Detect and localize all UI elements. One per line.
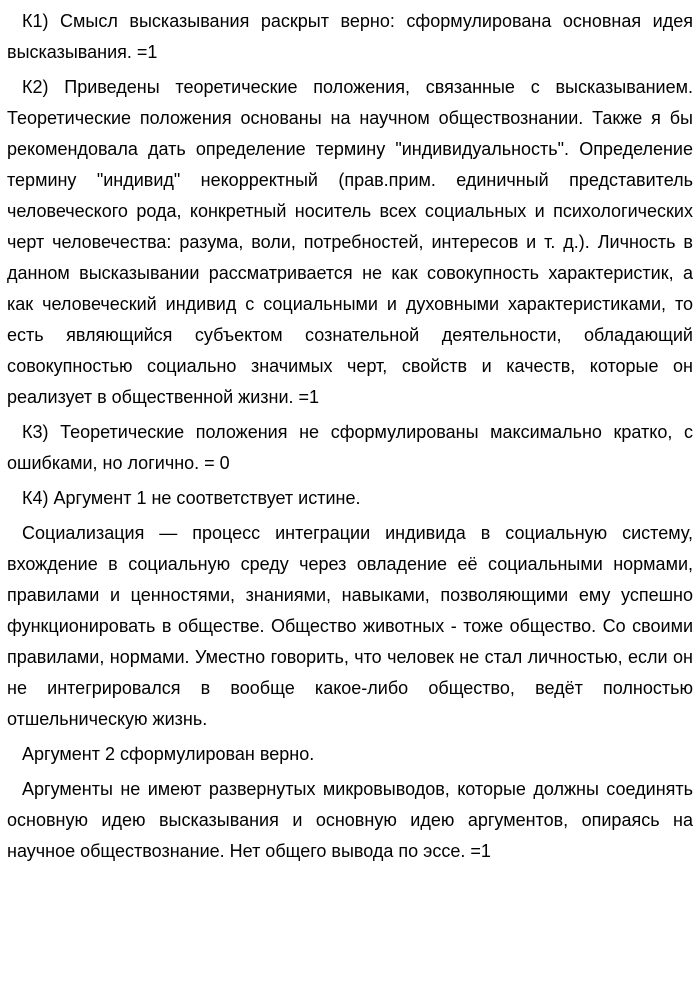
paragraph-k2: К2) Приведены теоретические положения, связанные с высказыванием. Теоретические положения основаны на научном обществознании. Также я бы рекомендовала дать определение термину "индивидуальность". Определение термину "индивид" некорректный (прав.прим. единичный представитель человеческого рода, конкретный носитель всех социальных и психологических черт человечества: разума, воли, потребностей, интересов и т. д.). Личность в данном высказывании рассматривается не как совокупность характеристик, а как человеческий индивид с социальными и духовными характеристиками, то есть являющийся субъектом сознательной деятельности, обладающий совокупностью социально значимых черт, свойств и качеств, которые он реализует в общественной жизни. =1	[7, 77, 693, 407]
paragraph-conclusion: Аргументы не имеют развернутых микровыводов, которые должны соединять основную идею высказывания и основную идею аргументов, опираясь на научное обществознание. Нет общего вывода по эссе. =1	[7, 779, 693, 861]
paragraph-k1: К1) Смысл высказывания раскрыт верно: сформулирована основная идея высказывания. =1	[7, 11, 693, 62]
paragraph-argument-2: Аргумент 2 сформулирован верно.	[22, 744, 315, 764]
paragraph-socialization: Социализация — процесс интеграции индивида в социальную систему, вхождение в социальную среду через овладение её социальными нормами, правилами и ценностями, знаниями, навыками, позволяющими ему успешно функционировать в обществе. Общество животных - тоже общество. Со своими правилами, нормами. Уместно говорить, что человек не стал личностью, если он не интегрировался в вообще какое-либо общество, ведёт полностью отшельническую жизнь.	[7, 523, 693, 729]
document-body	[7, 6, 693, 871]
paragraph-k3: К3) Теоретические положения не сформулированы максимально кратко, с ошибками, но логично. = 0	[7, 422, 693, 473]
paragraph-k4: К4) Аргумент 1 не соответствует истине.	[22, 488, 361, 508]
